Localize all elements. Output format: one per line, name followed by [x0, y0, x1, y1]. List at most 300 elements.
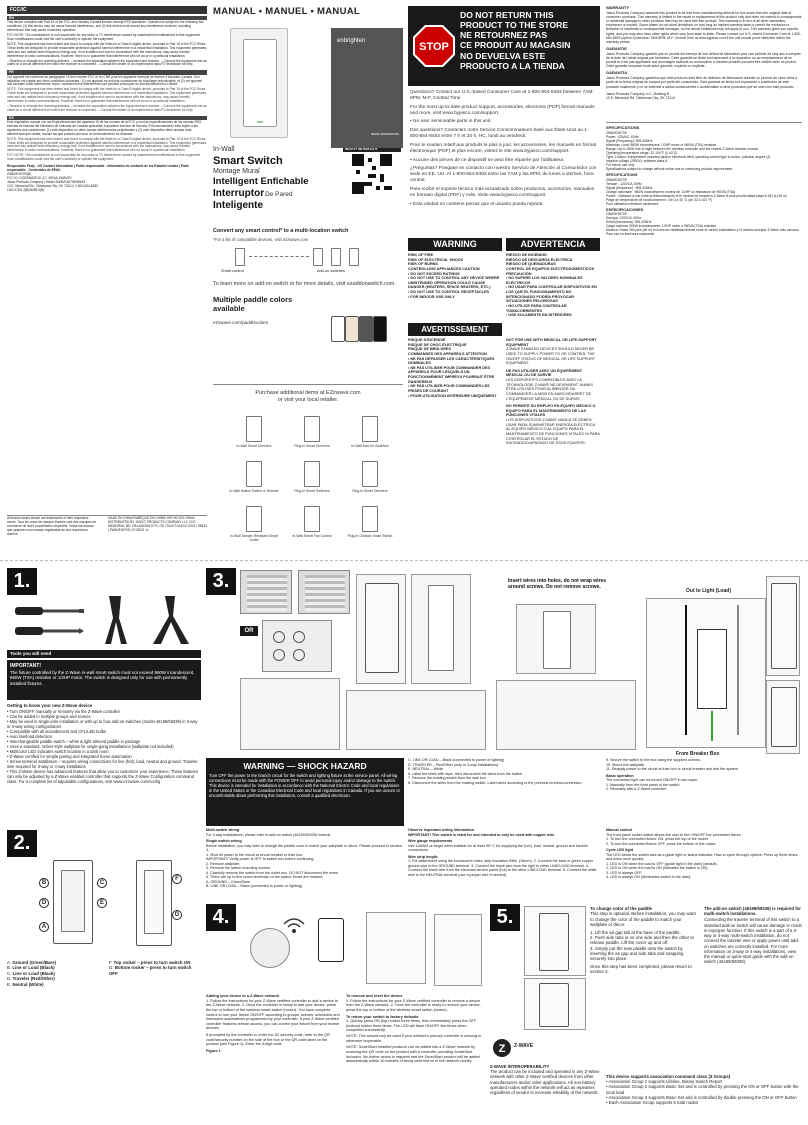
responsible-party-line: CAN ICES-3(B)/NMB-3(B): [7, 187, 45, 192]
advertencia-line: RIESGO DE QUEMADURAS: [506, 262, 556, 267]
feature-item: • Screw terminal installation – requires wiring connections for live (hot), load, neutral and ground. Traveler wire required for 3-way or 4-way installation: [7, 759, 201, 769]
step2-section: [7, 830, 201, 1022]
legend-key: D.: [7, 976, 13, 982]
step3-col2-line: 8. Disconnect the wires from the existing switch. Label wires according to the previous terminal connection.: [408, 780, 583, 785]
step1-number: 1.: [7, 568, 37, 595]
spec-fr-line: Charge maximale : 960W incandescent; moteur de 1/2HP ou résistance de 960VA (TSA): [606, 189, 736, 194]
convert-block: [213, 228, 403, 325]
legend-value: Neutral (White): [12, 981, 44, 987]
single-wiring-step: A. GROUND – Green/Bare: [206, 879, 251, 884]
getting-title: Getting to know your new Z-Wave device: [7, 703, 93, 708]
from-breaker-label: From Breaker Box: [676, 751, 720, 757]
terminal-d-label: D: [39, 898, 49, 908]
factory-title: To return your switch to factory defaults: [346, 1014, 419, 1019]
feature-item: • Auto line/load detection: [7, 734, 201, 739]
product-photo: [230, 28, 288, 138]
terminal-b-label: B: [39, 878, 49, 888]
qr-code-icon[interactable]: [352, 154, 392, 194]
product-caption: In-Wall Tamper-Resistant Smart Outlet: [230, 534, 278, 543]
step3-lower: [206, 828, 802, 900]
product-image: [362, 416, 378, 442]
title-fr: Intelligent Enfichable: [213, 176, 309, 188]
shock-hazard-box: [206, 758, 404, 826]
switch-press-illustration: [366, 912, 426, 984]
addon-label: Add-on switches: [317, 268, 345, 273]
legend-key: C.: [7, 970, 13, 976]
legend-value: Bottom rocker – press to turn switch OFF: [109, 965, 192, 976]
fcc-column: [7, 6, 207, 511]
page-fold: [0, 560, 808, 561]
screwdriver-2-icon: [15, 622, 85, 640]
fcc-en-tag: EN: [7, 16, 207, 20]
wallplate-removal-illustration: [356, 574, 406, 684]
switch-removal-illustration: [411, 574, 471, 684]
stop-p4: Des questions? Contactez notre Service Consommateurs basé aux États-Unis au 1-800-654-8483 entre 7 h et 20 h, HC, lundi au vendredi.: [410, 128, 589, 140]
avertissement-line: RISQUE D'INCENDIE: [408, 338, 446, 342]
paddle-removal-illustration: [524, 906, 586, 976]
step3-col3: [606, 758, 802, 792]
svg-text:Z: Z: [498, 1043, 506, 1055]
association-list: [606, 1079, 802, 1105]
spec-line: For indoor use only: [606, 163, 635, 168]
product-image: [246, 416, 262, 442]
cycle-led-option: 2. LED is ON when the load is ON (indicates the switch is ON).: [606, 866, 709, 871]
single-wiring-step: 4. Carefully remove the switch from the outlet box. DO NOT disconnect the wires.: [206, 870, 339, 875]
stop-p8: Para recibir el soporte técnico más actualizado sobre productos, accesorios, manuales en formato digital (PDF) y más, visite www.byjasco.com/support.: [410, 186, 595, 198]
avertissement-line: • NE PAS DÉPASSER LES CARACTÉRISTIQUES NOMINALES: [408, 356, 495, 366]
paddle-text: [590, 906, 700, 975]
features-list: [7, 709, 201, 784]
association-block: [606, 1074, 802, 1105]
spec-es-line: Para uso en interiores solamente: [606, 232, 655, 237]
stop-line: NO DEVUELVA ESTE: [460, 50, 546, 61]
advertencia-line: • USE SOLAMENTE EN INTERIORES: [506, 313, 572, 318]
product-caption: In-Wall Add-On Switches: [351, 444, 389, 448]
step3-col3-list: [606, 758, 802, 792]
stop-p6: • Aucune des pièces de ce dispositif ne peut être réparée par l'utilisateur.: [410, 157, 565, 163]
warning-line: • DO NOT USE TO CONTROL ANY DEVICE WHERE UNINTENDED OPERATION COULD CAUSE DANGER (HEATERS, SPACE HEATERS, ETC.): [408, 276, 500, 290]
avertissement-header: AVERTISSEMENT: [408, 323, 502, 336]
cycle-led-body: The LED below the switch acts as a guide light or status indicator. How to cycle through options: Press up three times and down once quickly.: [606, 852, 798, 862]
specs-fr-lines: [606, 178, 802, 206]
spec-line: Operating temperature range: 32-104°F (0-40°C): [606, 150, 678, 155]
product-tile: [227, 504, 281, 548]
spec-line: Range: Up to 150ft. line of sight between the wireless controller and the closest Z-Wave receiver module: [606, 146, 759, 151]
factory-note: NOTE: This should only be used if your network's primary controller is missing or otherwise inoperable.: [346, 1034, 482, 1043]
subtitle-de-pared: De Pared: [265, 191, 293, 199]
paddle-change-done: Once this step has been completed, please return to section 3.: [590, 963, 692, 975]
advertencia-line: RIESGO DE DESCARGA ELÉCTRICA: [506, 257, 573, 262]
advertencia-line: RIESGO DE INCENDIO: [506, 253, 547, 257]
warning-header: WARNING: [408, 238, 502, 251]
spec-line: Specifications subject to change without notice due to continuing product improvement.: [606, 167, 734, 172]
basic-operation-item: 2. Remotely with a Z-Wave controller.: [606, 787, 668, 792]
title-es2: Inteligente: [213, 200, 264, 212]
fcc-p2: FCC NOTE: The manufacturer is not responsible for any radio or TV interference caused by unauthorized modifications to this equipment. Such modifications could void the user's authority to operate the equipment.: [7, 33, 202, 41]
terminal-legend-item: [7, 982, 107, 987]
basic-operation-body: The connected light can be turned ON/OFF in two ways:: [606, 778, 698, 783]
feature-item: • Uses a standard, rocker-style wallplate for single-gang installations (wallplate not included): [7, 744, 201, 749]
smartstart-text: If prompted by the controller to enter the S2 security code, refer to the QR code/security number on the side of the box or the QR code label on the product (see Figure 1). Enter the 5-digit code.: [206, 1033, 330, 1047]
advertencia-header: ADVERTENCIA: [506, 238, 600, 251]
step3-lower-col3: [606, 828, 802, 880]
fcc-fr-p-repeat2: – Reorient or relocate the receiving antenna. – Increase the separation between the equipment and receiver. – Connect the equipment into an outlet on a circuit different from which the receiver is connected. – Consult the dealer or an experienced radio/TV technician for help.: [7, 103, 207, 112]
association-item: • Each Association Group supports 5 total nodes: [606, 1100, 699, 1106]
medical-block: [506, 338, 600, 446]
screwdriver-icon: [15, 602, 85, 620]
addon-info: To learn more on add-on switch or for more details, visit ezaddonswitch.com.: [213, 280, 396, 287]
step3-number: 3.: [206, 568, 236, 595]
fcc-fr-p: Cet appareil est conforme au paragraphe 15 des normes FCC et au CNR pour les appareils exempts de licence d'Industrie Canada. Son utilisation est sujette aux deux conditions suivantes : (1) cet appareil ne doit pas occasionner de brouillage préjudiciable, et (2) cet appareil doit accepter toute interférence reçue, notamment les interférences qui peuvent provoquer un fonctionnement non désiré.: [7, 74, 203, 87]
step3-col2-line: 7. Remove the existing switch from the wall box.: [408, 776, 487, 781]
shock-title: WARNING — SHOCK HAZARD: [243, 761, 367, 771]
cycle-led-option: 4. LED is always ON (illuminates switch in the dark).: [606, 875, 692, 880]
feature-item: • Can be added in multiple groups and scenes: [7, 714, 201, 719]
step5-number: 5.: [490, 904, 520, 931]
spec-fr-line: Signal (fréquence) : 908,42MHz: [606, 185, 653, 190]
smartstart-note: NOTE: SmartStart enabled products can be added into a Z-Wave network by scanning the QR code on the product with a controller providing SmartStart inclusion. No further action is required and the SmartStart product will be added automatically within 10 minutes of being switched on in the network vicinity.: [346, 1045, 480, 1064]
association-item: • Association Group 1 supports Lifeline, Binary Switch Report: [606, 1079, 723, 1085]
basic-operation-item: 1. Manually from the front panel of the switch.: [606, 782, 681, 787]
warranty-body: Jasco Products Company warrants this product to be free from manufacturing defects for five years from the original date of consumer purchase. This warranty is limited to the repair or replacement of this product only and does not extend to consequential or incidental damage to other products that may be used with this product. This warranty is in lieu of all other warranties, expressed or implied. Some states do not allow limitations on how long an implied warranty lasts or permit the exclusion or limitation of incidental or consequential damages, so the above limitations may not apply to you. This warranty gives you specific rights, and you may also have other rights which vary from state to state. Please contact our U.S.-based Consumer Care at 1-800-654-8483 (option 4) between 7AM-8PM, M-F, Central Time at www.byjasco.com if the unit should prove defective within the warranty period.: [606, 10, 802, 44]
stop-line: DO NOT RETURN THIS: [460, 10, 554, 20]
wiring-diagram: [646, 598, 766, 748]
addon-warning-title: The add-on switch (46199/59339) is required for multi-switch installations.: [704, 906, 801, 917]
manual-control-list: [606, 837, 802, 846]
fcc-es-p-repeat: NOTE: This equipment has been tested and found to comply with the limits for a Class B digital device, pursuant to Part 15 of the FCC Rules. These limits are designed to provide reasonable protection against harmful interference in a residential installation. This equipment generates, uses and can radiate radio frequency energy and, if not installed and used in accordance with the instructions, may cause harmful interference to radio communications. However, there is no guarantee that interference will not occur in a particular installation.: [7, 136, 207, 153]
pliers-icon: [95, 596, 135, 646]
garantia-body: Jasco Products Company garantiza que este producto está libre de defectos de fabricación durante un período de cinco años a partir de la fecha original de compra por parte del consumidor. Esta garantía se limita a la reparación o sustitución de este producto solamente y no se extiende a daños consecuentes o accidentales a otros productos que se usen con este producto.: [606, 76, 798, 89]
specs-es-lines: [606, 212, 802, 236]
step4-number: 4.: [206, 904, 236, 931]
product-tile: [227, 414, 281, 458]
switch-terminal-diagram: [39, 860, 119, 946]
read-watch-label: READ IT OR WATCH IT: [343, 148, 401, 152]
spec-es-line: Carga máxima: 960W incandescente; 1/2HP motor o 960VA (TSA) resistiva: [606, 224, 717, 229]
advertencia-line: • NO UTILICE PARA CONTROLAR TOMACORRIENTES: [506, 303, 567, 313]
product-tile: [227, 459, 281, 503]
feature-item: • This Z-Wave device has advanced features that allow you to customize your experience. These features can only be adjusted by a Z-Wave enabled controller that supports the Z-Wave Configuration command class. For a complete list of adjustable configurations, visit www.ezzwave.com/config: [7, 769, 201, 784]
paddle-change-title: To change color of the paddle: [590, 906, 653, 911]
stop-sign-icon: [412, 24, 456, 68]
cycle-led-title: Cycle LED light: [606, 848, 634, 853]
legend-key: E.: [7, 981, 13, 987]
title-smart-switch: Smart Switch: [213, 154, 283, 167]
association-item: • Association Group 2 supports Basic Set and is controlled by pressing the ON or OFF button with the local load: [606, 1084, 799, 1095]
box-wire-illustration: [496, 680, 636, 750]
brand-box: [331, 28, 403, 148]
fcc-fr-p-repeat: NOTE: This equipment has been tested and found to comply with the limits for a Class B digital device, pursuant to Part 15 of the FCC Rules. These limits are designed to provide reasonable protection against harmful interference in a residential installation. This equipment generates, uses and can radiate radio frequency energy and, if not installed and used in accordance with the instructions, may cause harmful interference to radio communications. However, there is no guarantee that interference will not occur in a particular installation.: [7, 87, 207, 104]
qr-figure: [434, 914, 482, 986]
step3-col3-line: 10. Mount the wallplate.: [606, 762, 645, 767]
brand-logo: enbrighten: [337, 38, 366, 44]
avertissement-line: RISQUE DE BRÛLURES: [408, 347, 452, 352]
rocker-f-label: F: [172, 874, 182, 884]
product-caption: In-Wall Smart Dimmers: [236, 444, 272, 448]
responsible-party-line: 10 E. Memorial Rd., Oklahoma City, OK 73114 | 1-800-654-8483: [7, 183, 98, 188]
cover-divider: [213, 384, 403, 385]
subtitle-in-wall: In-Wall: [213, 146, 235, 153]
fcc-es-p-repeat2: FCC NOTE: The manufacturer is not responsible for any radio or TV interference caused by unauthorized modifications to this equipment. Such modifications could void the user's authority to operate the equipment.: [7, 153, 202, 162]
controller-illustration: [242, 914, 312, 984]
feature-item: • May be used in single-pole installation or with up to four add-on switches (model 46199/59339) in 3-way or 4-way wiring configurations: [7, 719, 201, 729]
product-caption: Plug-In Smart Dimmers: [294, 444, 330, 448]
medical-es-body: LOS DISPOSITIVOS Z-WAVE NUNCA SE DEBEN USAR PARA SUMINISTRAR ENERGÍA ELÉCTRICA AL EQUIPO MÉDICO O AL EQUIPO PARA EL MANTENIMIENTO DE FUNCIONES VITALES NI PARA CONTROLAR EL ESTADO DE ENCENDIDO/APAGADO DE ESOS EQUIPOS.: [506, 418, 600, 446]
cycle-led-option: 1. LED is ON when the load is OFF (guide light in the dark) (default).: [606, 861, 718, 866]
single-wiring-title: Single-switch wiring: [206, 839, 242, 844]
add-body: 1. Follow the instructions for your Z-Wave certified controller to add a device to the Z-Wave network. 2. Once the controller is ready to add your device, press the top or bottom of the wireless smart switch (rocker). You have complete control to turn your fixture ON/OFF according to groups, scenes, schedules and interactive automations programmed by your controller. If your Z-Wave certified controller features remote access, you can control your fixture from your mobile devices.: [206, 998, 340, 1031]
spec-fr-line: Portée : Distance à vue entre la télécommande et le module de réception Z-Wave le plus proche allant jusqu'à 150 pi (46 m): [606, 193, 787, 198]
step3-col2-line: E. NEUTRAL – White: [408, 767, 444, 772]
feature-item: • Interchangeable paddle switch – white & light almond paddle in package: [7, 739, 201, 744]
legend-value: Line or Load (Black): [12, 970, 55, 976]
terminal-e-label: E: [97, 898, 107, 908]
avertissement-line: RISQUE DE CHOC ÉLECTRIQUE: [408, 342, 467, 347]
product-image: [304, 506, 320, 532]
screw-illustration: [240, 678, 340, 750]
legend-key: F.: [109, 960, 114, 965]
spec-line: Impulse voltage (2500V), software class A: [606, 159, 668, 163]
strip-title: Wire strip length:: [408, 854, 439, 859]
product-image: [304, 461, 320, 487]
warranty-address: 10 E. Memorial Rd. Oklahoma City, OK 73114: [606, 95, 675, 100]
subtitle-montage: Montage Mural: [213, 167, 260, 175]
breaker-panel-illustration: [240, 570, 292, 614]
convert-title: Convert any smart control* to a multi-location switch: [213, 228, 349, 234]
spec-fr-line: ZWAVE45709: [606, 177, 627, 182]
paddle-change-steps: [590, 930, 700, 962]
basic-operation-title: Basic operation: [606, 773, 634, 778]
spec-es-line: ZWAVE45709: [606, 212, 627, 217]
smartphone-illustration: [318, 918, 344, 962]
spec-es-line: Alcance: Hasta 150 pies (46 m) en línea de visibilidad directa entre el control inalámbrico y el módulo receptor Z-Wave más cercano: [606, 228, 799, 233]
warning-line: RISK OF ELECTRICAL SHOCK: [408, 257, 464, 262]
stop-p5: Pour le soutien relatif aux produits le plus à jour, les accessoires, les manuels en format électronique (PDF) et plus encore, visitez le site www.byjasco.com/support.: [410, 142, 597, 154]
finished-switch-illustration: [766, 680, 800, 754]
legend-key: B.: [7, 965, 13, 971]
manual-cover: [213, 6, 403, 550]
stop-column: [408, 6, 600, 236]
step3-lower-col2: [408, 828, 598, 877]
medical-fr-title: NE PAS UTILISER AVEC UN ÉQUIPEMENT MÉDICAL OU DE SURVIE: [506, 368, 583, 378]
product-tile: [285, 414, 339, 458]
legend-value: Ground (Green/Bare): [12, 960, 57, 965]
observe-title: Observe important wiring information: [408, 828, 474, 832]
title-es: Interruptor: [213, 188, 265, 200]
important-title: IMPORTANT!: [10, 663, 42, 669]
paddle-change-step: 3. Simply put the new paddle onto the switch by inserting the air gap and side tabs and snapping securely into place.: [590, 945, 684, 962]
manual-title: MANUAL • MANUEL • MANUAL: [213, 6, 361, 17]
terminal-a-label: A: [39, 922, 49, 932]
advertencia-lines: [506, 253, 600, 318]
trademarks-text: All brand names shown are trademarks of their respective owner. Tous les noms de marque illustrés sont des marques de commerce de leurs propriétaires respectifs. Todas las marcas que aparecen son marcas registradas de sus respectivos dueños.: [7, 516, 97, 536]
spec-fr-line: Tension : 120VCA, 60Hz: [606, 181, 642, 186]
fcc-p1: This device complies with Part 15 of the FCC and Industry Canada license-exempt RSS standards. Operation is subject to the following two conditions: (1) this device may not cause harmful interference, and (2) this device must accept any interference received, including interference that may cause undesired operation.: [7, 20, 204, 33]
stop-banner: [408, 6, 600, 86]
zwave-logo: [492, 1036, 538, 1060]
legend-value: Top rocker – press to turn switch ON: [113, 960, 191, 965]
product-tile: [343, 459, 397, 503]
rocker-legend: [109, 960, 199, 976]
medical-en-title: NOT FOR USE WITH MEDICAL OR LIFE-SUPPORT EQUIPMENT: [506, 338, 597, 347]
model-number: 58433 ZWAVE45709: [371, 132, 399, 136]
specs-es-title: ESPECIFICACIONES: [606, 207, 644, 212]
step1-section: [7, 568, 201, 826]
warranty-company: Jasco Products Company LLC, Building B: [606, 91, 669, 96]
spec-es-line: Señal (frecuencia): 908,42MHz: [606, 220, 652, 225]
step2-number: 2.: [7, 830, 37, 857]
spec-line: Power: 120VAC, 60Hz: [606, 134, 639, 139]
product-image: [246, 461, 262, 487]
step3-col2-list: [408, 758, 598, 785]
advertencia-line: • NO SUPERE LOS VALORES NOMINALES ELÉCTRICOS: [506, 276, 583, 285]
product-tile: [285, 459, 339, 503]
products-grid: [227, 414, 397, 549]
legend-value: Traveler (Red/Other): [12, 976, 55, 982]
product-image: [362, 506, 378, 532]
medical-en-body: Z-WAVE ENABLED DEVICES SHOULD NEVER BE USED TO SUPPLY POWER TO OR CONTROL THE ON/OFF STATUS OF MEDICAL OR LIFE SUPPORT EQUIPMENT.: [506, 347, 596, 366]
product-caption: Plug-In Outdoor Smart Switch: [347, 534, 393, 538]
manual-control-body: The front panel rocker switch allows the user to turn ON/OFF the connected fixture.: [606, 832, 742, 837]
avertissement-line: COMMANDES DES APPAREILS ATTENTION: [408, 351, 487, 356]
medical-es-title: NO PERMITE SU EMPLEO EN EQUIPO MÉDICO O EQUIPO PARA EL MANTENIMIENTO DE LAS FUNCIONES VITALES: [506, 404, 596, 418]
wire-insert-illustration: [516, 604, 596, 674]
specs-divider: [606, 122, 802, 123]
multi-wiring-body: For 3-way installations, please refer to add-on switch (46199/59339) manual.: [206, 832, 332, 837]
stop-p9: • Esta unidad no contiene piezas que el usuario pueda reparar.: [410, 201, 544, 207]
responsible-party-line: Jasco Products Company | Model ZWAVE45709/58433: [7, 179, 86, 184]
product-tile: [285, 504, 339, 548]
stop-line: CE PRODUIT AU MAGASIN: [460, 40, 571, 51]
warning-line: • FOR INDOOR USE ONLY: [408, 294, 455, 299]
garantia-title: GARANTÍA: [606, 70, 628, 76]
rocker-legend-item: [109, 965, 199, 976]
step3-col2-line: 6. Label the wires with tape, then disconnect the wires from the switch.: [408, 771, 524, 776]
warranty-title: WARRANTY: [606, 5, 630, 10]
specs-lines: [606, 131, 802, 171]
fcc-p3: NOTE: This equipment has been tested and found to comply with the limits for a Class B digital device, pursuant to Part 15 of the FCC Rules. These limits are designed to provide reasonable protection against harmful interference in a residential installation. This equipment generates, uses and can radiate radio frequency energy and, if not installed and used in accordance with the instructions, may cause harmful interference to radio communications. However, there is no guarantee that interference will not occur in a particular installation.: [7, 41, 207, 58]
product-tile: [343, 414, 397, 458]
zwave-logo-icon: [492, 1038, 512, 1058]
interop-body: The product can be included and operated in any Z-Wave network with other Z-Wave certified devices from other manufacturers and/or other applications. All non-battery operated nodes within the network will act as repeaters regardless of vendor to increase reliability of the network.: [490, 1069, 600, 1096]
spec-line: Type 1 Action: Independent mounted (and/or electronic wire) operating control type to action, pollution degree (2): [606, 154, 771, 159]
stop-line: PRODUCTO A LA TIENDA: [460, 60, 565, 71]
warning-line: CONTROLLING APPLIANCES CAUTION: [408, 266, 480, 271]
multi-wiring-title: Multi-switch wiring: [206, 828, 240, 832]
terminal-c-label: C: [97, 878, 107, 888]
avertissement-line: • NE PAS UTILISER POUR COMMANDER DES APPAREILS POUR LESQUELS UN FONCTIONNEMENT IMPRÉVU POURRAIT ÊTRE DANGEREUX: [408, 365, 495, 384]
cycle-led-list: [606, 862, 802, 880]
manual-control-step: 2. To turn the connected fixture OFF, press the bottom of the rocker.: [606, 841, 717, 846]
qr-block: [343, 148, 401, 196]
purchase-text: Purchase additional items at EZzwave.com or visit your local retailer.: [255, 390, 361, 403]
specs-title: SPECIFICATIONS: [606, 125, 640, 131]
out-to-light-label: Out to Light (Load): [686, 588, 731, 594]
connection-illustration: [346, 690, 486, 750]
fcc-fr-tag: FR: [7, 70, 207, 74]
add-title: Adding your device to a Z-Wave network: [206, 994, 280, 998]
warning-line: • DO NOT EXCEED RATINGS: [408, 271, 460, 276]
warning-line: RISK OF FIRE: [408, 253, 434, 257]
stop-sign-text: STOP: [419, 41, 449, 53]
addon-warning: [704, 906, 802, 965]
shock-body: Turn OFF the power to the branch circuit for the switch and lighting fixture at the service panel. All wiring connections must be made with the POWER OFF to avoid personal injury and/or damage to the switch. This device is intended for installation in accordance with the National Electric Code and local regulations in the United States or the Canadian Electrical Code and local regulations in Canada. If you are unsure or uncomfortable about performing this installation, consult a qualified electrician.: [209, 773, 400, 799]
manual-control-title: Manual control: [606, 828, 633, 832]
stop-p2: For the most up-to-date product support, accessories, electronic (PDF) format manuals and more, visit www.byjasco.com/support.: [410, 104, 595, 116]
stop-line: NE RETOURNEZ PAS: [460, 30, 548, 41]
warning-line: RISK OF BURNS: [408, 262, 438, 267]
paddle-url: ezzwave.com/paddlecolors: [213, 319, 269, 325]
single-wiring-steps: [206, 853, 402, 889]
stop-lines: [460, 10, 598, 71]
wallplate-mount-illustration: [766, 576, 800, 676]
warning-line: • DO NOT USE TO CONTROL RECEPTACLES: [408, 290, 490, 294]
responsible-party-line: FCC ID: GOE2WAVE10 | IC: 4924A-ZWAVE0: [7, 175, 72, 180]
single-wiring-step: 3. Remove the switch mounting screws.: [206, 866, 271, 871]
advertencia-line: CONTROL DE EQUIPOS ELECTRODOMÉSTICOS PRECAUCIÓN: [506, 266, 595, 276]
spec-es-line: Energía: 120VCA, 60Hz: [606, 216, 642, 221]
specs-fr-title: SPÉCIFICATIONS: [606, 173, 638, 178]
product-caption: Plug-In Smart Dimmers: [352, 489, 388, 493]
step3-col3-line: 9. Secure the switch to the box using the supplied screws.: [606, 758, 701, 762]
remove-body: 1. Follow the instructions for your Z-Wave certified controller to remove a device from the Z-Wave network. 2. Once the controller is ready to remove your device, press the top or bottom of the wireless smart switch (rocker).: [346, 998, 481, 1012]
single-wiring-step: 5. There are up to five screw terminals on the switch; those are marked:: [206, 875, 323, 880]
medical-fr-body: LES DISPOSITIFS COMPATIBLES AVEC LA TECHNOLOGIE Z-WAVE NE DEVRAIENT JAMAIS ÊTRE UTILISÉS POUR ALIMENTER OU COMMANDER LA MISE EN MARCHE/ARRÊT DE L'ÉQUIPEMENT MÉDICAL OU DE SURVIE.: [506, 378, 593, 401]
tools-caption: Tools you will need: [7, 650, 201, 658]
convert-note: *For a list of compatible devices, visit ezzwave.com: [213, 236, 309, 242]
warnings-block: [408, 238, 600, 533]
observe-body: IMPORTANT! This switch is rated for and intended to only be used with copper wire.: [408, 832, 556, 837]
fcc-es-p: Este dispositivo cumple con las Especificaciones del apartado 15 de las normas de la FCC y con las especificaciones de las normas RSS exentas de licencia del Ministerio de Industria de Canadá aplicables a aparatos exentos de licencia. El funcionamiento está sujeto a las siguientes dos condiciones: (1) este dispositivo no debe causar interferencias perjudiciales y (2) este dispositivo debe aceptar toda interferencia que reciba, incluso las que puedan provocar un funcionamiento no deseado.: [7, 120, 202, 136]
strip-body: 1. For attachment using the enclosure's holes, strip insulation 5/8in. (16mm). 2. Connect the bare or green copper ground wire to the GROUND terminal. 3. Connect the black wire from the light to either LINE/LOAD terminal. 4. Connect the black wire from the electrical service panel (hot) to the other LINE/LOAD terminal. 5. Connect the white wire to the NEUTRAL terminal (use a jumper wire if needed).: [408, 859, 597, 877]
fcc-title: FCC/IC: [7, 6, 207, 14]
single-wiring-step: 1. Shut off power to the circuit at circuit breaker or fuse box.: [206, 852, 304, 857]
stop-line: PRODUCT TO THE STORE: [460, 20, 569, 31]
feature-item: • Compatible with all incandescent and CFL/LED bulbs: [7, 729, 201, 734]
important-body: The fixture controlled by the Z-Wave in-wall smart switch must not exceed 960W incandescent, 960W (TSA) resistive or 1/2HP motor. The switch is designed only for use with permanently installed fixtures.: [10, 670, 195, 686]
single-wiring-step: 2. Remove wallplate.: [206, 861, 241, 866]
stop-text: [408, 86, 600, 212]
wifi-signal-icon: [282, 916, 306, 934]
cycle-led-option: 3. LED is always OFF.: [606, 870, 643, 875]
step4-col2: [346, 994, 482, 1064]
stop-p1: Questions? Contact our U.S.-based Consumer Care at 1-800-654-8483 between 7AM-8PM, M-F, Central Time.: [410, 90, 594, 101]
important-box: [7, 660, 201, 700]
tools-illustration: [15, 596, 195, 648]
responsible-party-line: ZWAVE45709(N): [7, 171, 32, 176]
stop-p3: • No user serviceable parts in this unit.: [410, 119, 492, 125]
feature-item: • Multicolor LED indicates switch location in a dark room: [7, 749, 201, 754]
insert-wires-note: Insert wires into holes, do not wrap wires around screws. Do not remove screws.: [508, 578, 607, 591]
remove-title: To remove and reset the device: [346, 994, 403, 998]
fcc-es-tag: ES: [7, 116, 207, 120]
avertissement-line: • POUR UTILISATION INTÉRIEURE UNIQUEMENT: [408, 393, 497, 398]
zwave-logo-text: Z-WAVE: [514, 1043, 534, 1049]
breaker-panel-2-illustration: [298, 570, 350, 614]
product-image: [362, 461, 378, 487]
single-wiring-body: Before installation, you may wish to change the paddle color to match your wallplate or décor. Please proceed to section 4.: [206, 843, 402, 853]
fuse-box-illustration: [262, 620, 332, 672]
garantie-title: GARANTIE: [606, 46, 627, 51]
paddle-change-step: 1. Lift the air gap tab at the base of the paddle.: [590, 929, 681, 935]
step3-col3-line: 11. Reapply power to the circuit at fuse box or circuit breaker and test the system.: [606, 767, 739, 772]
paddle-title: Multiple paddle colors available: [213, 295, 293, 314]
product-caption: In-Wall Motion Switch or Dimmer: [229, 489, 279, 493]
switch-front-diagram: [132, 860, 182, 946]
legend-key: G.: [109, 965, 115, 971]
step5-section: [490, 904, 802, 1119]
made-in-text: MADE IN CHINA/FABRIQUÉ EN CHINE/ HECHO EN CHINA DISTRIBUTED BY JASCO PRODUCTS COMPANY LLC 10 E. MEMORIAL RD. OKLAHOMA CITY, OK 73114 ©JASCO 2021 | 58433 | ZWAVE45709 | 07/28/21 v1: [108, 516, 207, 532]
